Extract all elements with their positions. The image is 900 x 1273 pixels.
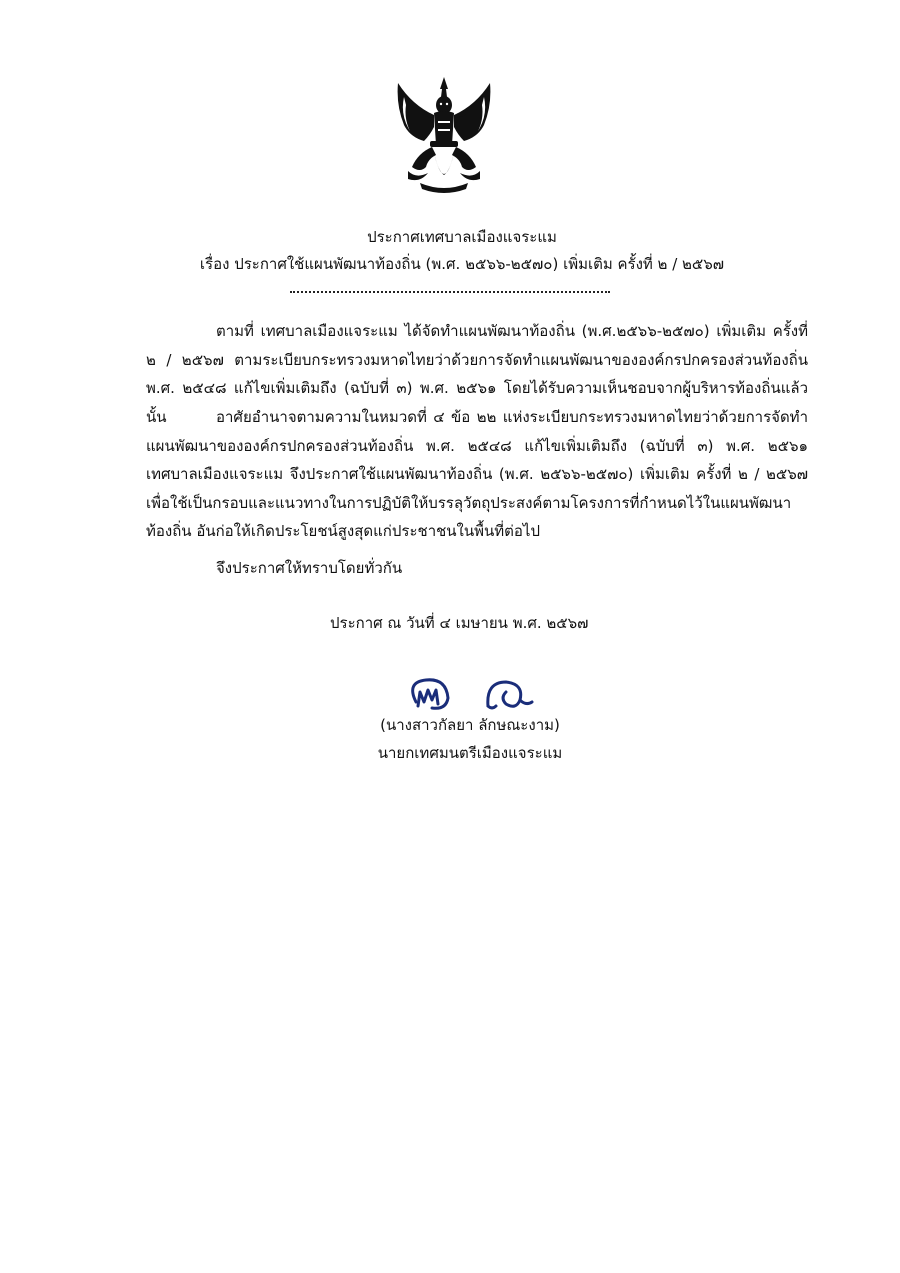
- announcement-date: ประกาศ ณ วันที่ ๔ เมษายน พ.ศ. ๒๕๖๗: [330, 614, 589, 632]
- announcement-title: ประกาศเทศบาลเมืองแจระแม: [367, 228, 557, 246]
- body-paragraph-3: จึงประกาศให้ทราบโดยทั่วกัน: [216, 559, 403, 577]
- announcement-subject: เรื่อง ประกาศใช้แผนพัฒนาท้องถิ่น (พ.ศ. ๒๕๖๖-๒๕๗๐) เพิ่มเติม ครั้งที่ ๒ / ๒๕๖๗: [199, 255, 725, 273]
- signatory-position: นายกเทศมนตรีเมืองแจระแม: [377, 744, 563, 762]
- body-paragraph-2: อาศัยอำนาจตามความในหมวดที่ ๔ ข้อ ๒๒ แห่งระเบียบกระทรวงมหาดไทยว่าด้วยการจัดทำแผนพัฒนาขององค์กรปกครองส่วนท้องถิ่น พ.ศ. ๒๕๔๘ แก้ไขเพิ่มเติมถึง (ฉบับที่ ๓) พ.ศ. ๒๕๖๑ เทศบาลเมืองแจระแม จึงประกาศใช้แผนพัฒนาท้องถิ่น (พ.ศ. ๒๕๖๖-๒๕๗๐) เพิ่มเติม ครั้งที่ ๒ / ๒๕๖๗ เพื่อใช้เป็นกรอบและแนวทางในการปฏิบัติให้บรรลุวัตถุประสงค์ตามโครงการที่กำหนดไว้ในแผนพัฒนาท้องถิ่น อันก่อให้เกิดประโยชน์สูงสุดแก่ประชาชนในพื้นที่ต่อไป: [146, 408, 808, 540]
- signatory-name: (นางสาวกัลยา ลักษณะงาม): [380, 716, 560, 734]
- dotted-divider: [290, 285, 610, 293]
- garuda-emblem-icon: [390, 75, 498, 195]
- body-paragraph-1: ตามที่ เทศบาลเมืองแจระแม ได้จัดทำแผนพัฒนาท้องถิ่น (พ.ศ.๒๕๖๖-๒๕๗๐) เพิ่มเติม ครั้งที่ ๒ / ๒๕๖๗ ตามระเบียบกระทรวงมหาดไทยว่าด้วยการจัดทำแผนพัฒนาขององค์กรปกครองส่วนท้องถิ่น พ.ศ. ๒๕๔๘ แก้ไขเพิ่มเติมถึง (ฉบับที่ ๓) พ.ศ. ๒๕๖๑ โดยได้รับความเห็นชอบจากผู้บริหารท้องถิ่นแล้ว นั้น: [146, 322, 808, 426]
